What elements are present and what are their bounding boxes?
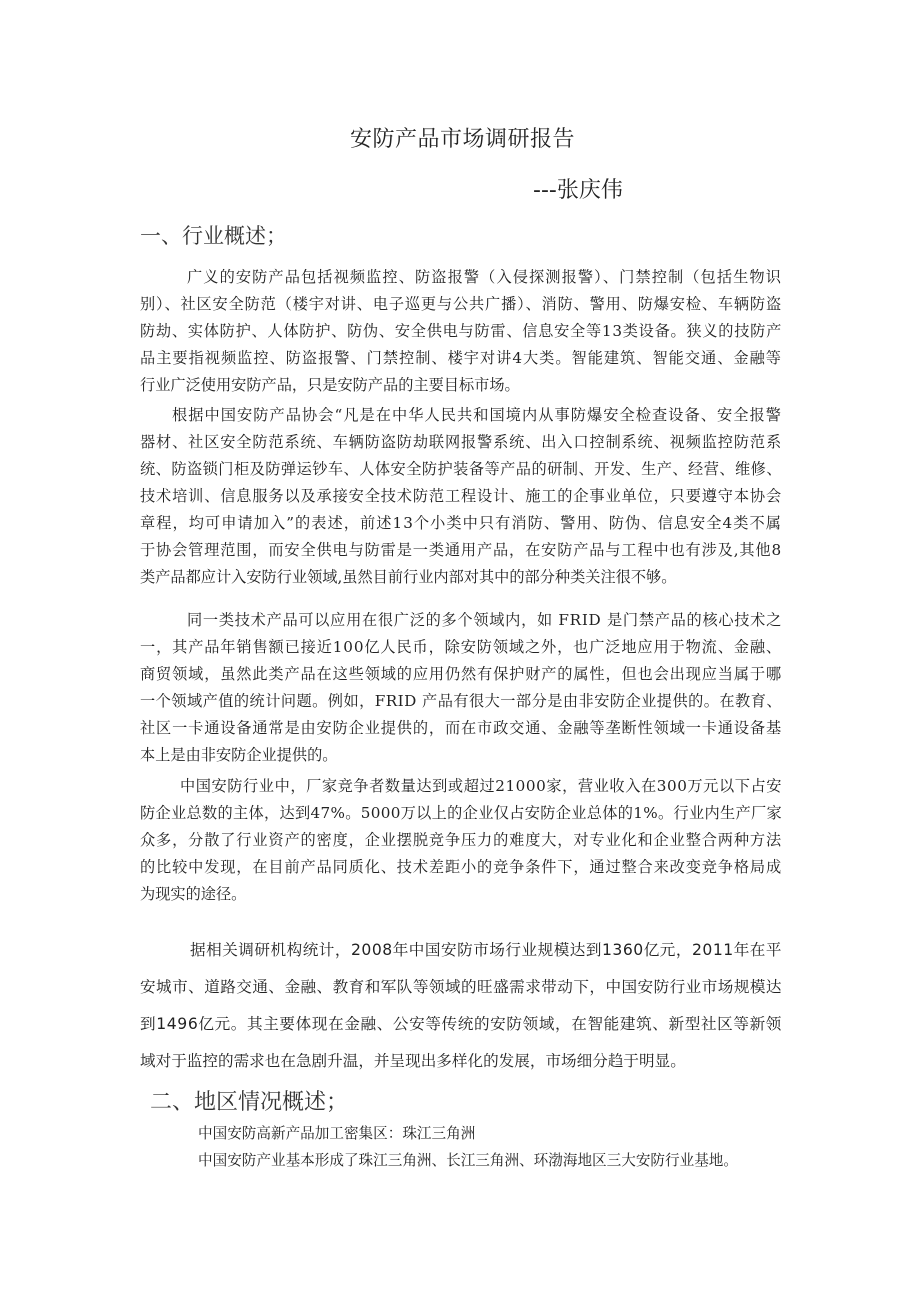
regional-line: 中国安防产业基本形成了珠江三角洲、长江三角洲、环渤海地区三大安防行业基地。 [198,1152,738,1169]
text-line: 同一类技术产品可以应用在很广泛的多个领域内，如 FRID 是门禁产品的核心技术之 [187,611,782,629]
text-line: 防劫、实体防护、人体防护、防伪、安全供电与防雷、信息安全等13类设备。狭义的技防产 [140,322,782,340]
text-line: 技术培训、信息服务以及承接安全技术防范工程设计、施工的企事业单位，只要遵守本协会 [140,487,782,505]
text-line: 中国安防行业中，厂家竞争者数量达到或超过21000家，营业收入在300万元以下占安 [180,777,782,795]
text-line: 社区一卡通设备通常是由安防企业提供的，而在市政交通、金融等垄断性领域一卡通设备基 [140,719,782,737]
text-line: 品主要指视频监控、防盗报警、门禁控制、楼宇对讲4大类。智能建筑、智能交通、金融等 [140,349,782,367]
text-line: 广义的安防产品包括视频监控、防盗报警（入侵探测报警）、门禁控制（包括生物识 [187,268,782,286]
text-line: 商贸领域，虽然此类产品在这些领域的应用仍然有保护财产的属性，但也会出现应当属于哪 [140,665,782,683]
section-heading-regional-overview: 二、地区情况概述； [150,1090,349,1115]
text-line: 行业广泛使用安防产品，只是安防产品的主要目标市场。 [140,376,520,394]
paragraph-frid [140,607,782,769]
text-line: 章程，均可申请加入”的表述，前述13个小类中只有消防、警用、防伪、信息安全4类不属 [140,514,782,532]
paragraph-competition [140,773,782,908]
document-title: 安防产品市场调研报告 [350,127,576,152]
text-line: 于协会管理范围，而安全供电与防雷是一类通用产品，在安防产品与工程中也有涉及,其他8 [140,541,782,559]
text-line: 域对于监控的需求也在急剧升温，并呈现出多样化的发展，市场细分趋于明显。 [140,1052,686,1070]
document-author: ---张庆伟 [533,178,623,203]
text-line: 统、防盗锁门柜及防弹运钞车、人体安全防护装备等产品的研制、开发、生产、经营、维修、 [140,460,782,478]
paragraph-association [140,402,782,591]
text-line: 到1496亿元。其主要体现在金融、公安等传统的安防领域，在智能建筑、新型社区等新领 [140,1015,782,1033]
text-line: 器材、社区安全防范系统、车辆防盗防劫联网报警系统、出入口控制系统、视频监控防范系 [140,433,782,451]
text-line: 根据中国安防产品协会“凡是在中华人民共和国境内从事防爆安全检查设备、安全报警 [172,406,782,424]
text-line: 一，其产品年销售额已接近100亿人民币，除安防领域之外，也广泛地应用于物流、金融、 [140,638,782,656]
text-line: 据相关调研机构统计，2008年中国安防市场行业规模达到1360亿元，2011年在平 [190,941,782,959]
text-line: 的比较中发现，在目前产品同质化、技术差距小的竞争条件下，通过整合来改变竞争格局成 [140,858,782,876]
text-line: 本上是由非安防企业提供的。 [140,746,338,764]
text-line: 一个领域产值的统计问题。例如，FRID 产品有很大一部分是由非安防企业提供的。在教育、 [140,692,782,710]
text-line: 别）、社区安全防范（楼宇对讲、电子巡更与公共广播）、消防、警用、防爆安检、车辆防盗 [140,295,782,313]
text-line: 防企业总数的主体，达到47%。5000万以上的企业仅占安防企业总体的1%。行业内生产厂家 [140,804,782,822]
text-line: 众多，分散了行业资产的密度，企业摆脱竞争压力的难度大，对专业化和企业整合两种方法 [140,831,782,849]
regional-line: 中国安防高新产品加工密集区：珠江三角洲 [198,1125,476,1142]
paragraph-definition [140,264,782,399]
text-line: 类产品都应计入安防行业领域,虽然目前行业内部对其中的部分种类关注很不够。 [140,568,677,586]
section-heading-industry-overview: 一、行业概述； [140,224,287,248]
paragraph-market-size [140,932,782,1080]
text-line: 为现实的途径。 [140,885,247,903]
text-line: 安城市、道路交通、金融、教育和军队等领域的旺盛需求带动下，中国安防行业市场规模达 [140,978,782,996]
